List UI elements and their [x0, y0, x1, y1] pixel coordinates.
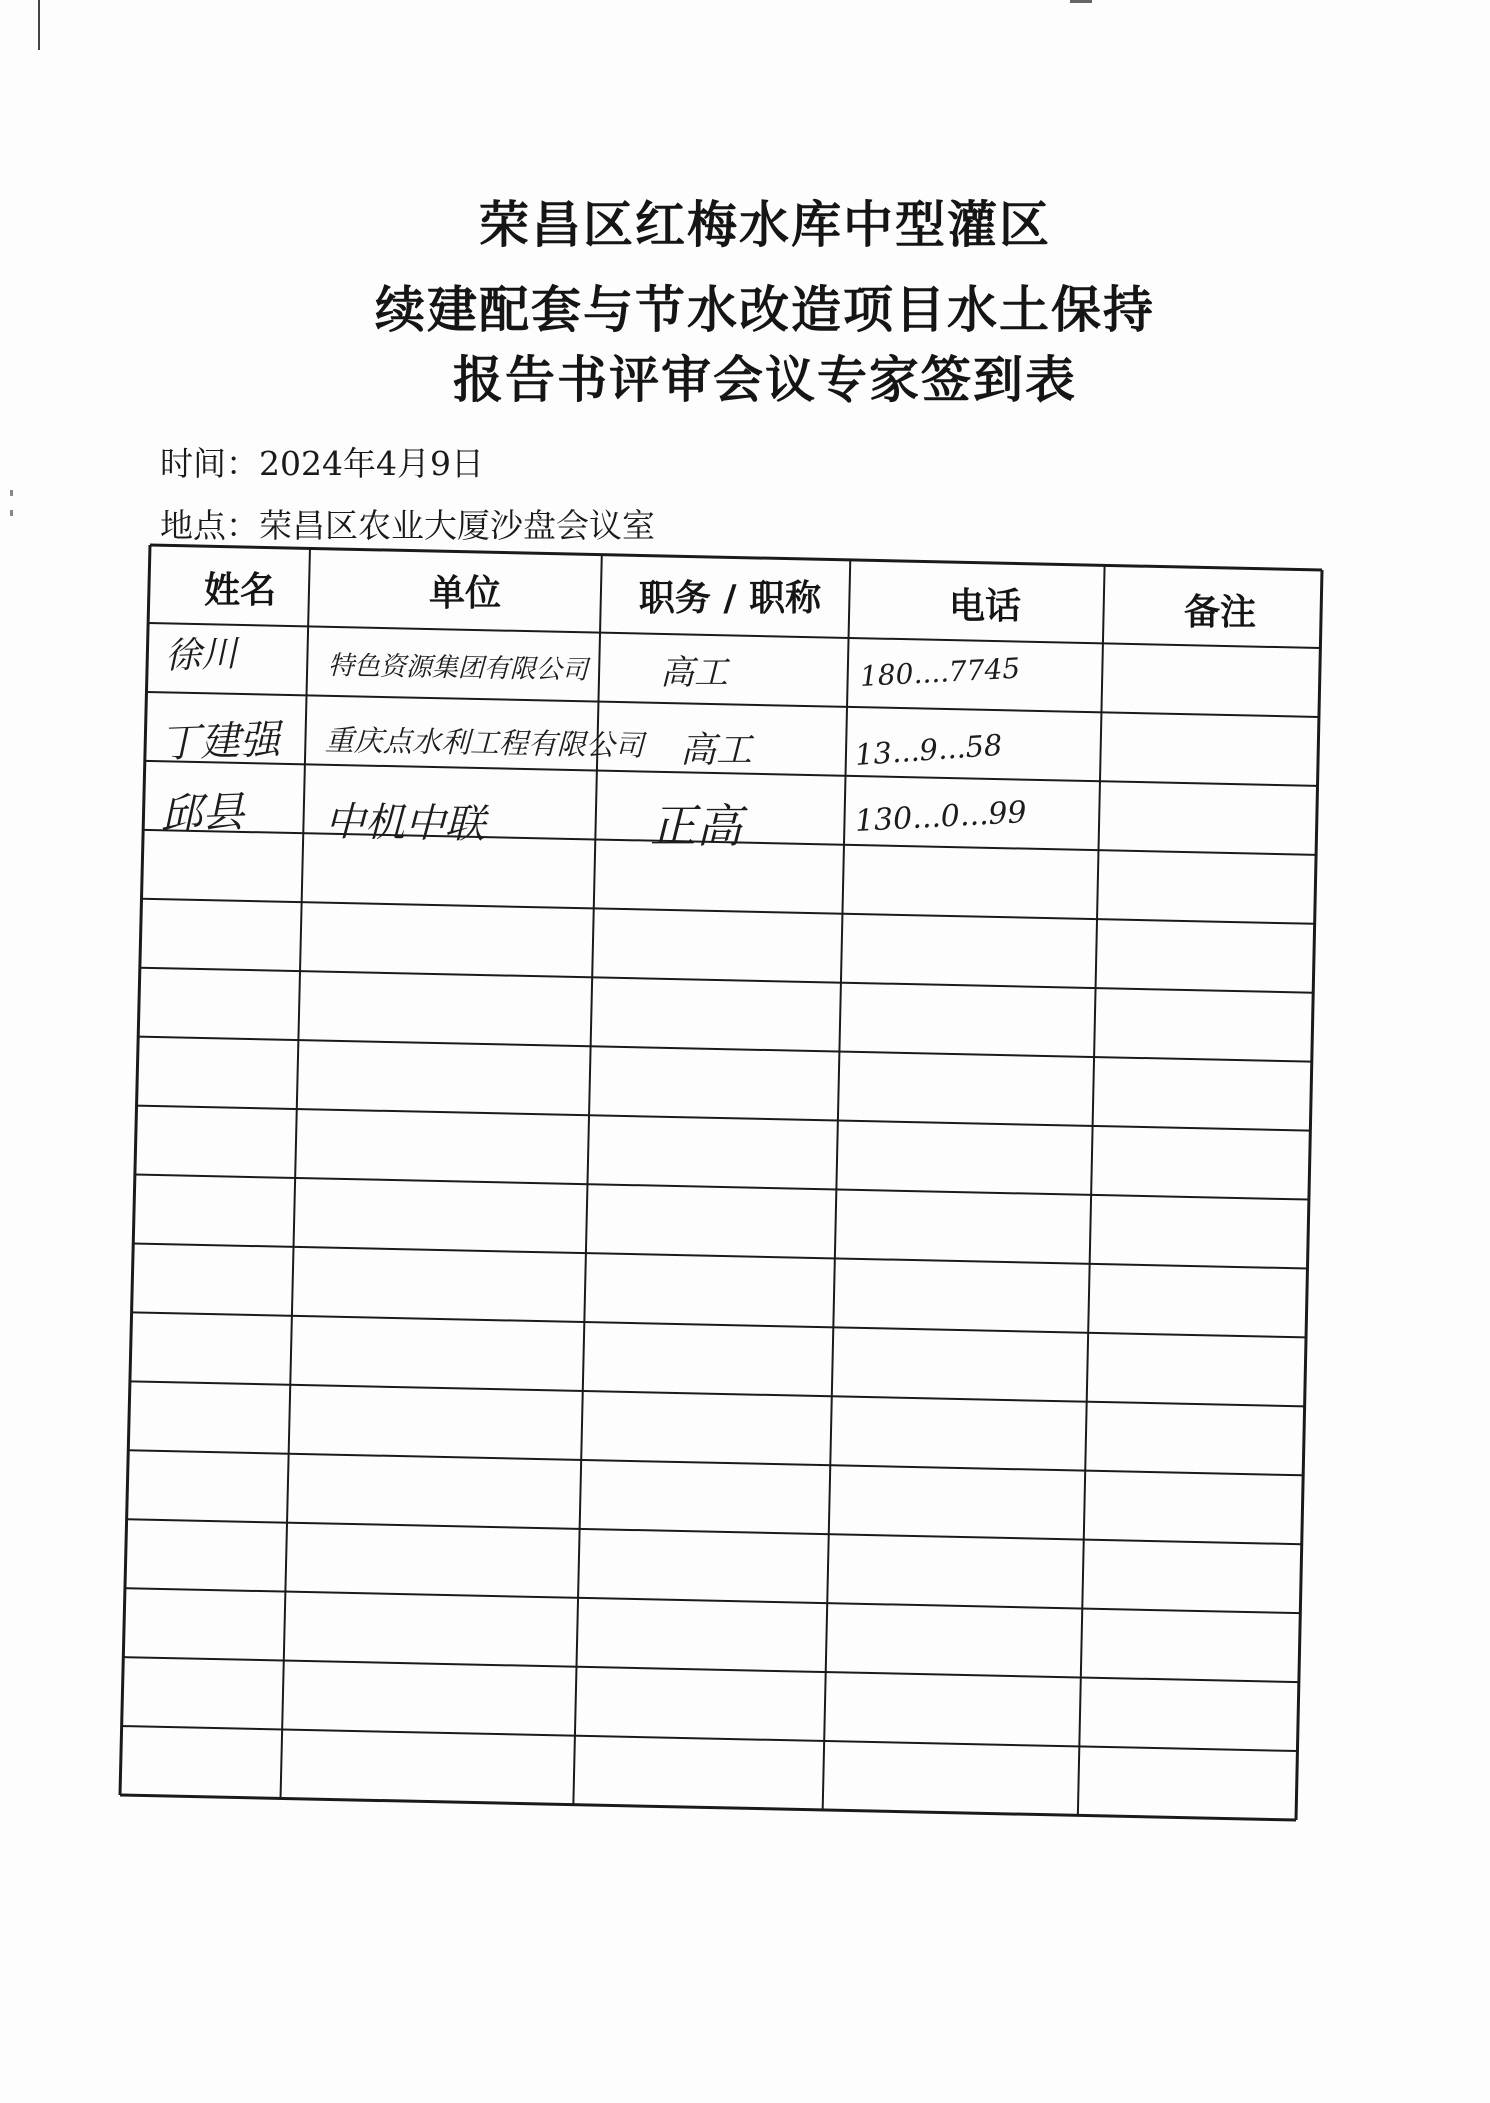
document-title-line-3: 报告书评审会议专家签到表	[453, 351, 1077, 409]
table-row-line	[127, 1519, 1302, 1544]
table-row-line	[135, 1175, 1309, 1200]
row-2-title: 高工	[680, 730, 753, 771]
table-row-line	[140, 968, 1313, 993]
table-column-line	[823, 560, 851, 1810]
meeting-time: 时间：2024年4月9日	[160, 444, 484, 483]
table-row-line	[138, 1037, 1312, 1062]
row-1-name: 徐川	[164, 633, 238, 677]
table-row-line	[142, 899, 1315, 924]
header-name: 姓名	[203, 570, 276, 611]
table-row-line	[122, 1726, 1298, 1751]
header-title: 职务 / 职称	[638, 578, 822, 619]
table-row-line	[137, 1106, 1311, 1131]
table-row-line	[133, 1243, 1307, 1268]
row-1-phone: 180....7745	[859, 651, 1021, 693]
row-3-title: 正高	[650, 799, 742, 853]
row-1-title: 高工	[660, 653, 728, 693]
meeting-place: 地点：荣昌区农业大厦沙盘会议室	[160, 506, 655, 545]
table-row-line	[130, 1381, 1305, 1406]
document-title-line-1: 荣昌区红梅水库中型灌区	[479, 196, 1051, 254]
row-3-name: 邱县	[159, 787, 245, 839]
row-2-phone: 13...9...58	[853, 727, 1004, 772]
header-phone: 电话	[948, 586, 1021, 627]
table-left-border	[120, 545, 150, 1795]
table-right-border	[1296, 570, 1322, 1820]
table-row-line	[128, 1450, 1303, 1475]
row-2-name: 丁建强	[159, 716, 281, 767]
document-title-line-2: 续建配套与节水改造项目水土保持	[375, 281, 1155, 339]
row-1-unit: 特色资源集团有限公司	[327, 651, 589, 686]
table-row-line	[146, 692, 1318, 717]
table-row-line	[132, 1312, 1306, 1337]
row-3-phone: 130...0...99	[854, 795, 1028, 839]
table-bottom-border	[120, 1795, 1296, 1820]
table-column-line	[281, 548, 310, 1798]
header-note: 备注	[1183, 592, 1256, 633]
table-row-line	[123, 1657, 1299, 1682]
row-2-unit: 重庆点水利工程有限公司	[324, 723, 645, 763]
table-row-line	[125, 1588, 1300, 1613]
row-3-unit: 中机中联	[324, 799, 486, 848]
table-column-line	[1078, 565, 1105, 1815]
header-unit: 单位	[428, 573, 501, 614]
